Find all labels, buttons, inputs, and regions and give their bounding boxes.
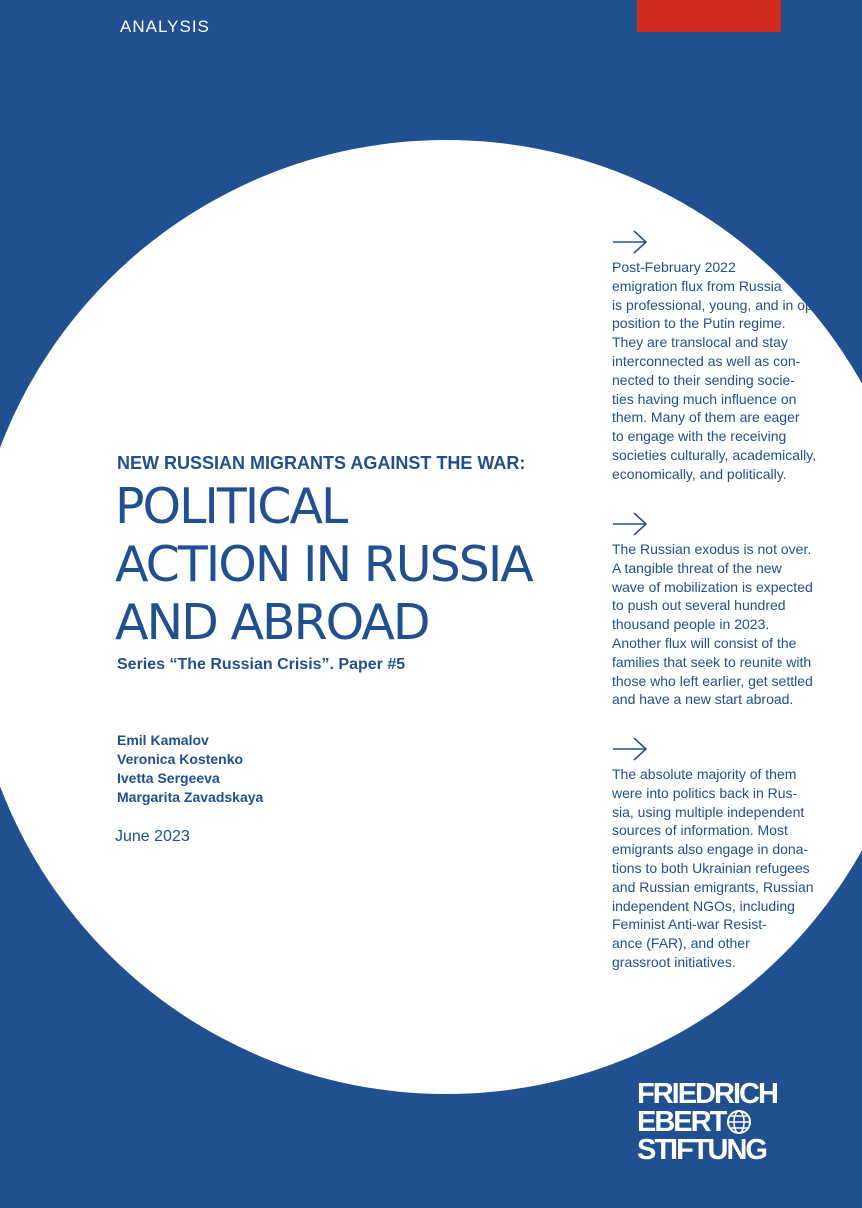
text-line: emigrants also engage in dona- — [612, 841, 809, 858]
text-line: tions to both Ukrainian refugees — [612, 859, 810, 876]
summary-note-1 — [612, 230, 834, 484]
title-line: ACTION IN RUSSIA — [115, 536, 532, 593]
logo-line-with-globe — [637, 1108, 777, 1136]
text-line: to engage with the receiving — [612, 428, 787, 445]
text-line: thousand people in 2023. — [612, 616, 770, 633]
text-line: them. Many of them are eager — [612, 409, 800, 426]
fes-logo — [637, 1080, 777, 1164]
text-line: The Russian exodus is not over. — [612, 541, 812, 557]
text-line: The absolute majority of them — [612, 766, 797, 782]
text-line: ties having much influence on — [612, 390, 797, 407]
text-line: independent NGOs, including — [612, 897, 795, 914]
text-line: Feminist Anti-war Resist- — [612, 916, 767, 933]
arrow-right-icon — [612, 512, 648, 536]
text-line: sia, using multiple independent — [612, 803, 805, 820]
author-name: Margarita Zavadskaya — [117, 789, 264, 805]
arrow-right-icon — [612, 230, 648, 254]
author-list — [117, 731, 263, 807]
text-line: wave of mobilization is expected — [612, 578, 813, 595]
text-line: emigration flux from Russia — [612, 277, 782, 294]
text-line: They are translocal and stay — [612, 334, 788, 351]
logo-line: EBERT — [637, 1106, 726, 1138]
summary-text — [612, 540, 834, 709]
text-line: and Russian emigrants, Russian — [612, 878, 814, 895]
page-title — [115, 478, 595, 652]
red-accent-tab — [637, 0, 781, 32]
text-line: were into politics back in Rus- — [612, 784, 798, 801]
title-kicker: NEW RUSSIAN MIGRANTS AGAINST THE WAR: — [117, 453, 526, 473]
globe-icon — [726, 1109, 752, 1135]
author-name: Ivetta Sergeeva — [117, 770, 220, 786]
text-line: those who left earlier, get settled — [612, 672, 813, 689]
text-line: grassroot initiatives. — [612, 953, 736, 970]
text-line: and have a new start abroad. — [612, 691, 794, 708]
text-line: nected to their sending socie- — [612, 371, 795, 388]
category-label: ANALYSIS — [120, 17, 210, 36]
title-line: POLITICAL — [115, 478, 347, 535]
series-label: Series “The Russian Crisis”. Paper #5 — [117, 656, 406, 673]
text-line: is professional, young, and in op- — [612, 296, 818, 313]
author-name: Emil Kamalov — [117, 732, 209, 748]
text-line: Another flux will consist of the — [612, 634, 797, 651]
text-line: economically, and politically. — [612, 465, 787, 482]
text-line: Post-February 2022 — [612, 259, 736, 275]
summary-note-3 — [612, 737, 834, 972]
summary-text — [612, 258, 834, 484]
summary-text — [612, 765, 834, 972]
logo-line: STIFTUNG — [637, 1134, 766, 1166]
text-line: interconnected as well as con- — [612, 352, 801, 369]
text-line: ance (FAR), and other — [612, 935, 750, 952]
title-line: AND ABROAD — [115, 594, 429, 651]
summary-note-2 — [612, 512, 834, 709]
logo-line: FRIEDRICH — [637, 1078, 777, 1110]
arrow-right-icon — [612, 737, 648, 761]
text-line: societies culturally, academically, — [612, 446, 817, 463]
publication-date: June 2023 — [115, 828, 190, 845]
text-line: families that seek to reunite with — [612, 653, 812, 670]
text-line: position to the Putin regime. — [612, 315, 786, 332]
author-name: Veronica Kostenko — [117, 751, 244, 767]
text-line: sources of information. Most — [612, 822, 788, 839]
text-line: A tangible threat of the new — [612, 559, 782, 576]
text-line: to push out several hundred — [612, 597, 786, 614]
